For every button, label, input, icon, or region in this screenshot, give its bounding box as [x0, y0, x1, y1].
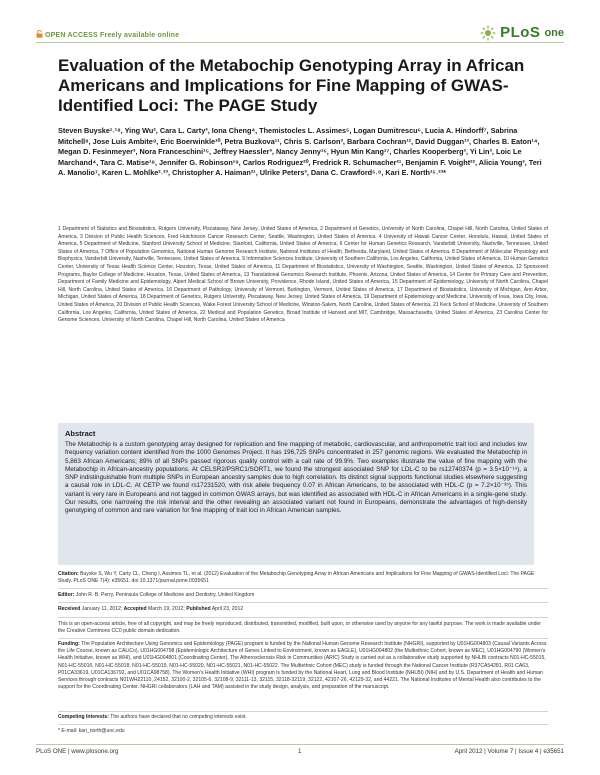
- funding-label: Funding:: [58, 641, 80, 647]
- accepted-date: March 19, 2012;: [147, 606, 185, 612]
- header-rule: [36, 42, 564, 43]
- abstract-text: The Metabochip is a custom genotyping array designed for replication and fine mapping of metabolic, cardiovascular, and anthropometric trait loci and includes low frequency variation content identified from the 1000 Genomes Project. It has 196,725 SNPs concentrated in 257 genomic regions. We evaluated the Metabochip in 5,863 African Americans; 89% of all SNPs passed rigorous quality control with a call rate of 99.9%. Two examples illustrate the value of fine mapping with the Metabochip in African-ancestry populations. At CELSR2/PSRC1/SORT1, we found the strongest associated SNP for LDL-C to be rs12740374 (p = 3.5×10⁻¹⁴), a SNP indistinguishable from multiple SNPs in European ancestry samples due to high correlation. Its distinct signal supports functional studies elsewhere suggesting a causal role in LDL-C. At CETP we found rs17231520, with risk allele frequency 0.07 in African Americans, to be associated with HDL-C (p = 7.2×10⁻³⁵). This variant is very rare in Europeans and not tagged in common GWAS arrays, but was identified as associated with HDL-C in African Americans in a single-gene study. Our results, one narrowing the risk interval and the other revealing an associated variant not found in Europeans, demonstrate the advantages of high-density genotyping of common and rare variation for fine mapping of trait loci in African American samples.: [65, 441, 527, 514]
- open-access-badge: [36, 30, 179, 39]
- received-date: January 11, 2012;: [81, 606, 123, 612]
- divider: [58, 638, 548, 639]
- page-number: 1: [298, 748, 302, 755]
- logo-plos-text: PLoS: [500, 24, 541, 41]
- open-lock-icon: [36, 30, 43, 38]
- copyright: This is an open-access article, free of all copyright, and may be freely reproduced, distributed, transmitted, modified, built upon, or otherwise used by anyone for any lawful purpose. The work is made available under the Creative Commons CC0 public domain dedication.: [58, 621, 541, 635]
- editor: [58, 592, 548, 599]
- page-footer: [36, 746, 564, 758]
- competing-interests: [58, 714, 548, 721]
- funding-text: The Population Architecture Using Genomics and Epidemiology (PAGE) program is funded by the National Human Genome Research Institute (NHGRI), supported by U01HG004803 (Causal Variants Across the Life Course, known as CALiCo), U01HG004798 (Epidemiologic Architecture of Genes Linked to Environment, known as EAGLE), U01HG004802 (the Multiethnic Cohort, known as MEC), U01HG004790 (Women's Health Initiative, known as WHI), and U01HG004801 (Coordinating Center). The Atherosclerosis Risk in Communities (ARIC) Study is carried out as a collaborative study supported by NHLBI contracts N01-HC-55015, N01-HC-55016, N01-HC-55018, N01-HC-55019, N01-HC-55020, N01-HC-55021, N01-HC-55022. The Multiethnic Cohort (MEC) study is funded through the National Cancer Institute (R37CA54281, R01 CA63, P01CA33619, U01CA136792, and U01CA98758). The Women's Health Initiative (WHI) program is funded by the National Heart, Lung and Blood Institute (NHLBI) (NIH) and by U.S. Department of Health and Human Services through contracts N01WH22110, 24152, 32100-2, 32105-6, 32108-9, 32111-13, 32115, 32118-32119, 32122, 42107-26, 42129-32, and 44221. The National Institutes of Mental Health also contributes to the support for the Coordinating Center. NHGRI collaborators (LAH and TAM) assisted in the study design, analysis, and preparation of the manuscript.: [58, 641, 547, 691]
- article-title: Evaluation of the Metabochip Genotyping Array in African Americans and Implications for Fine Mapping of GWAS-Identified Loci: The PAGE Study: [58, 56, 525, 115]
- divider: [58, 724, 548, 725]
- email: * E-mail: kari_north@unc.edu: [58, 728, 125, 734]
- divider: [58, 617, 548, 618]
- published-label: Published: [186, 606, 211, 612]
- footer-issue: April 2012 | Volume 7 | Issue 4 | e35651: [454, 748, 564, 755]
- plos-sun-icon: [480, 25, 496, 41]
- access-label: ACCESS Freely available online: [67, 32, 180, 39]
- abstract-box: [58, 423, 534, 565]
- competing-label: Competing Interests:: [58, 714, 109, 720]
- journal-logo: [480, 24, 564, 41]
- funding: [58, 641, 548, 691]
- abstract-heading: Abstract: [65, 429, 96, 438]
- divider: [58, 602, 548, 603]
- citation: [58, 571, 548, 585]
- competing-text: The authors have declared that no competing interests exist.: [110, 714, 247, 720]
- affiliations: 1 Department of Statistics and Biostatistics, Rutgers University, Piscataway, New Jersey, United States of America, 2 Department of Genetics, University of North Carolina, Chapel Hill, North Carolina, United States of America, 3 Division of Public Health Sciences, Fred Hutchinson Cancer Research Center, Seattle, Washington, United States of America, 4 University of Hawaii Cancer Center, Honolulu, Hawaii, United States of America, 5 Department of Medicine, Stanford University School of Medicine, Stanford, California, United States of America, 6 Center for Human Genetics Research, Vanderbilt University, Nashville, Tennessee, United States of America, 7 Office of Population Genomics, National Human Genome Research Institute, National Institutes of Health, Bethesda, Maryland, United States of America, 8 Department of Molecular Physiology and Biophysics, Vanderbilt University, Nashville, Tennessee, United States of America, 9 Information Sciences Institute, University of Southern California, Los Angeles, California, United States of America, 10 Human Genetics Center, University of Texas Health Science Center, Houston, Texas, United States of America, 11 Department of Biostatistics, University of Washington, Seattle, Washington, United States of America, 12 Sponsored Programs, Baylor College of Medicine, Houston, Texas, United States of America, 13 Translational Genomics Research Institute, Phoenix, Arizona, United States of America, 14 Center for Primary Care and Prevention, Department of Family Medicine and Epidemiology, Alpert Medical School of Brown University, Providence, Rhode Island, United States of America, 15 Department of Epidemiology, University of North Carolina, Chapel Hill, North Carolina, United States of America, 16 Department of Pathology, University of Vermont, Burlington, Vermont, United States of America, 17 Department of Biostatistics, University of Michigan, Ann Arbor, Michigan, United States of America, 18 Department of Genetics, Rutgers University, Piscataway, New Jersey, United States of America, 19 Department of Epidemiology and Medicine, University of Iowa, Iowa City, Iowa, United States of America, 20 Division of Public Health Sciences, Wake Forest University School of Medicine, Winston-Salem, North Carolina, United States of America, 21 Keck School of Medicine, University of Southern California, Los Angeles, California, United States of America, 22 Medical and Population Genetics, Broad Institute of Harvard and MIT, Cambridge, Massachusetts, United States of America, 23 Carolina Center for Genome Sciences, University of North Carolina, Chapel Hill, North Carolina, United States of America: [58, 226, 548, 324]
- author-list: Steven Buyske¹˒¹⁸, Ying Wu², Cara L. Carty³, Iona Cheng⁴, Themistocles L. Assimes⁵, Logan Dumitrescu⁶, Lucia A. Hindorff⁷, Sabrina Mitchell⁸, Jose Luis Ambite⁹, Eric Boerwinkle¹⁰, Petra Buzkova¹¹, Chris S. Carlson³, Barbara Cochran¹², David Duggan¹³, Charles B. Eaton¹⁴, Megan D. Fesinmeyer³, Nora Franceschini¹⁵, Jeffrey Haessler³, Nancy Jenny¹⁶, Hyun Min Kang¹⁷, Charles Kooperberg³, Yi Lin³, Loic Le Marchand⁴, Tara C. Matise¹⁸, Jennifer G. Robinson¹⁹, Carlos Rodriguez²⁰, Fredrick R. Schumacher²¹, Benjamin F. Voight²², Alicia Young³, Teri A. Manolio⁷, Karen L. Mohlke²˒²³, Christopher A. Haiman²¹, Ulrike Peters³, Dana C. Crawford⁶˒⁸, Kari E. North¹⁵˒²³*: [58, 126, 542, 178]
- accepted-label: Accepted: [123, 606, 147, 612]
- received-label: Received: [58, 606, 81, 612]
- citation-text: Buyske S, Wu Y, Carty CL, Cheng I, Assimes TL, et al. (2012) Evaluation of the Metabochip Genotyping Array in African Americans and Implications for Fine Mapping of GWAS-Identified Loci: The PAGE Study. PLoS ONE 7(4): e35651. doi:10.1371/journal.pone.0035651: [58, 571, 535, 585]
- citation-label: Citation:: [58, 571, 79, 577]
- editor-text: John R. B. Perry, Peninsula College of Medicine and Dentistry, United Kingdom: [75, 592, 255, 598]
- logo-one-text: one: [544, 26, 564, 39]
- divider: [58, 711, 548, 712]
- dates: [58, 606, 548, 613]
- published-date: April 23, 2012: [211, 606, 244, 612]
- open-label: OPEN: [45, 32, 66, 39]
- footer-journal: PLoS ONE | www.plosone.org: [36, 748, 119, 755]
- divider: [58, 588, 548, 589]
- footer-rule: [36, 744, 564, 745]
- editor-label: Editor:: [58, 592, 75, 598]
